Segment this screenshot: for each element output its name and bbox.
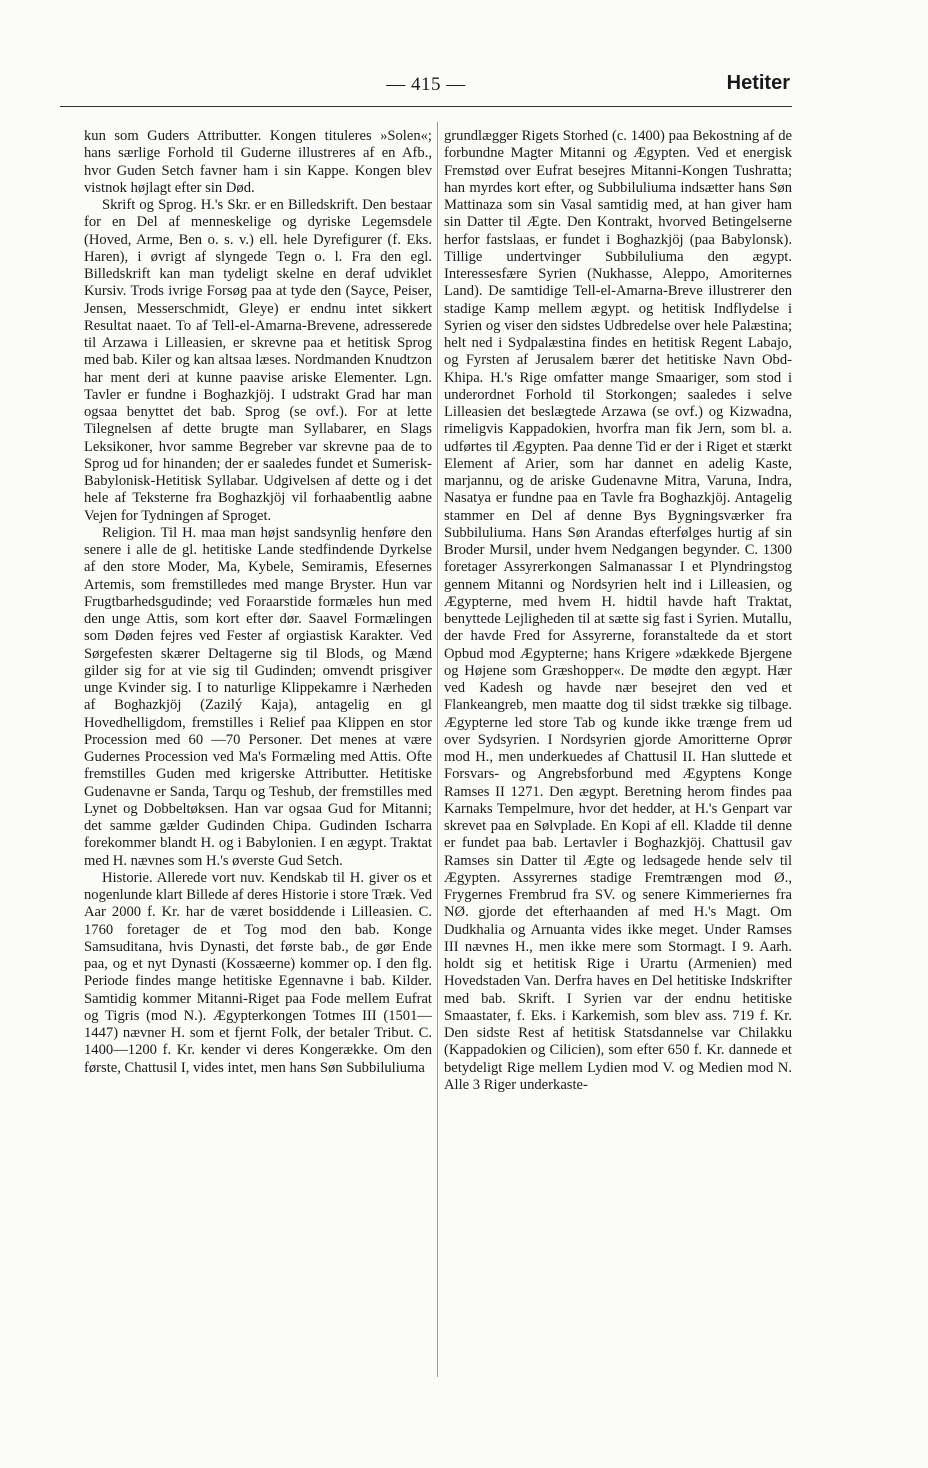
header-rule [60,106,792,107]
paragraph-continuation: kun som Guders Attributter. Kongen tituleres »Solen«; hans særlige Forhold til Guderne illustreres af en Afb., hvor Guden Setch favner ham i sin Kappe. Kongen blev vistnok højlagt efter sin Død. [84,128,432,196]
page-number: — 415 — [386,74,466,95]
column-divider [437,122,438,1377]
left-column [84,128,432,1077]
page-header [60,70,792,104]
paragraph-skrift-og-sprog: Skrift og Sprog. H.'s Skr. er en Billedskrift. Den bestaar for en Del af menneskelige og dyriske Legemsdele (Hoved, Arme, Ben o. s. v.) ell. hele Dyrefigurer (f. Eks. Haren), i øvrigt af slyngede Tegn o. l. Fra den egl. Billedskrift kan man tydeligt skelne en deraf udviklet Kursiv. Trods ivrige Forsøg paa at tyde den (Sayce, Peiser, Jensen, Messerschmidt, Gleye) er endnu intet sikkert Resultat naaet. To af Tell-el-Amarna-Brevene, adresserede til Arzawa i Lilleasien, er skrevne paa et hetitisk Sprog med bab. Kiler og kan altsaa læses. Nordmanden Knudtzon har ment deri at kunne paavise ariske Elementer. Lgn. Tavler er fundne i Boghazkjöj. I udstrakt Grad har man ogsaa benyttet det bab. Sprog (se ovf.). For at lette Tilegnelsen af dette brugte man Syllabarer, en Slags Leksikoner, hvor samme Begreber var skrevne paa de to Sprog ud for hinanden; der er saaledes fundet et Sumerisk-Babylonisk-Hetitisk Syllabar. Udgivelsen af dette og i det hele af Teksterne fra Boghazkjöj vil forhaabentlig aabne Vejen for Tydningen af Sproget. [84,197,432,524]
right-column [444,128,792,1094]
paragraph-historie-continued: grundlægger Rigets Storhed (c. 1400) paa Bekostning af de forbundne Magter Mitanni og Ægypten. Ved et energisk Fremstød over Eufrat besejres Mitanni-Kongen Tushratta; han myrdes kort efter, og Subbiluliuma indsætter hans Søn Mattinaza som sin Vasal samtidig med, at han giver ham sin Datter til Ægte. Den Kontrakt, hvorved Betingelserne herfor fastslaas, er fundet i Boghazkjöj (paa Babylonsk). Tillige undertvinger Subbiluliuma den ægypt. Interessesfære Syrien (Nukhasse, Aleppo, Amoriternes Land). De samtidige Tell-el-Amarna-Breve illustrerer den stadige Kamp mellem ægypt. og hetitisk Indflydelse i Syrien og viser den sidstes Udbredelse over hele Palæstina; helt ned i Sydpalæstina findes en hetitisk Regent Labajo, og Fyrsten af Jerusalem bærer det hetitiske Navn Obd-Khipa. H.'s Rige omfatter mange Smaariger, som stod i underordnet Forhold til Storkongen; saaledes i selve Lilleasien det beslægtede Arzawa (se ovf.) og Kizwadna, rimeligvis Kappadokien, hvorfra man fik Jern, som bl. a. udførtes til Ægypten. Paa denne Tid er der i Riget et stærkt Element af Arier, som har dannet en adelig Kaste, marjannu, og de ariske Gudenavne Mitra, Varuna, Indra, Nasatya er fundne paa en Tavle fra Boghazkjöj. Antagelig stammer en Del af denne Bys Bygningsværker fra Subbiluliuma. Hans Søn Arandas efterfølges hurtig af sin Broder Mursil, under hvem Nedgangen begynder. C. 1300 foretager Assyrerkongen Salmanassar I et Plyndringstog gennem Mitanni og Nordsyrien helt ind i Lilleasien, og Ægypterne, med hvem H. hidtil havde haft Traktat, benyttede Lejligheden til at sætte sig fast i Syrien. Mutallu, der havde Fred for Assyrerne, foranstaltede da et stort Opbud mod Ægypterne; hans Krigere »dækkede Bjergene og Højene som Græshopper«. De mødte den ægypt. Hær ved Kadesh og havde nær besejret den ved et Flankeangreb, men maatte dog til sidst trække sig tilbage. Ægypterne led store Tab og kunde ikke trænge frem ud over Sydsyrien. I Nordsyrien gjorde Amoritterne Oprør mod H., men underkuedes af Chattusil II. Han sluttede et Forsvars- og Angrebsforbund med Ægyptens Konge Ramses II 1271. Den ægypt. Beretning herom findes paa Karnaks Tempelmure, hvor det hedder, at H.'s Genpart var skrevet paa en Sølvplade. En Kopi af ell. Kladde til denne er fundet paa bab. Lertavler i Boghazkjöj. Chattusil gav Ramses sin Datter til Ægte og ledsagede hende selv til Ægypten. Assyrernes stadige Fremtrængen mod Ø., Frygernes Frembrud fra SV. og senere Kimmeriernes fra NØ. gjorde det efterhaanden af med H.'s Magt. Om Dudkhalia og Arnuanta vides ikke meget. Under Ramses III nævnes H., men ikke mere som Stormagt. I 9. Aarh. holdt sig et hetitisk Rige i Urartu (Armenien) med Hovedstaden Van. Derfra haves en Del hetitiske Indskrifter med bab. Skrift. I Syrien var der endnu hetitiske Smaastater, f. Eks. i Karkemish, som blev ass. 719 f. Kr. Den sidste Rest af hetitisk Statsdannelse var Chilakku (Kappadokien og Cilicien), som efter 650 f. Kr. dannede et betydeligt Rige mellem Lydien mod V. og Medien mod N. Alle 3 Riger underkaste- [444,128,792,1093]
running-head: Hetiter [726,72,790,94]
paragraph-religion: Religion. Til H. maa man højst sandsynlig henføre den senere i alle de gl. hetitiske Lande stedfindende Dyrkelse af den store Moder, Ma, Kybele, Semiramis, Efesernes Artemis, som fremstilledes med mange Bryster. Hun var Frugtbarhedsgudinde; ved Foraarstide formæles hun med den unge Attis, som kort efter dør. Saavel Formælingen som Døden fejres ved Fester af orgiastisk Karakter. Ved Sørgefesten skærer Deltagerne sig til Blods, og Mænd gilder sig for at vie sig til Gudinden; omvendt prisgiver unge Kvinder sig. I to naturlige Klippekamre i Nærheden af Boghazkjöj (Zazilý Kaja), antagelig en gl Hovedhelligdom, fremstilles i Relief paa Klippen en stor Procession med 60 —70 Personer. Det menes at være Gudernes Procession ved Ma's Formæling med Attis. Ofte fremstilles Guden med krigerske Attributter. Hetitiske Gudenavne er Sanda, Tarqu og Teshub, der fremstilles med Lynet og Dobbeltøksen. Han var ogsaa Gud for Mitanni; det samme gælder Gudinden Chipa. Gudinden Ischarra forekommer blandt H. og i Babylonien. I en ægypt. Traktat med H. nævnes som H.'s øverste Gud Setch. [84,524,432,869]
paragraph-historie: Historie. Allerede vort nuv. Kendskab til H. giver os et nogenlunde klart Billede af deres Historie i store Træk. Ved Aar 2000 f. Kr. har de været bosiddende i Lilleasien. C. 1760 foretager de et Tog mod den bab. Konge Samsuditana, hvis Dynasti, det første bab., de gør Ende paa, og et nyt Dynasti (Kossæerne) kommer op. I den flg. Periode findes mange hetitiske Egennavne i bab. Kilder. Samtidig kommer Mitanni-Riget paa Fode mellem Eufrat og Tigris (mod N.). Ægypterkongen Totmes III (1501—1447) nævner H. som et fjernt Folk, der betaler Tribut. C. 1400—1200 f. Kr. kender vi deres Kongerække. Om den første, Chattusil I, vides intet, men hans Søn Subbiluliuma [84,869,432,1076]
